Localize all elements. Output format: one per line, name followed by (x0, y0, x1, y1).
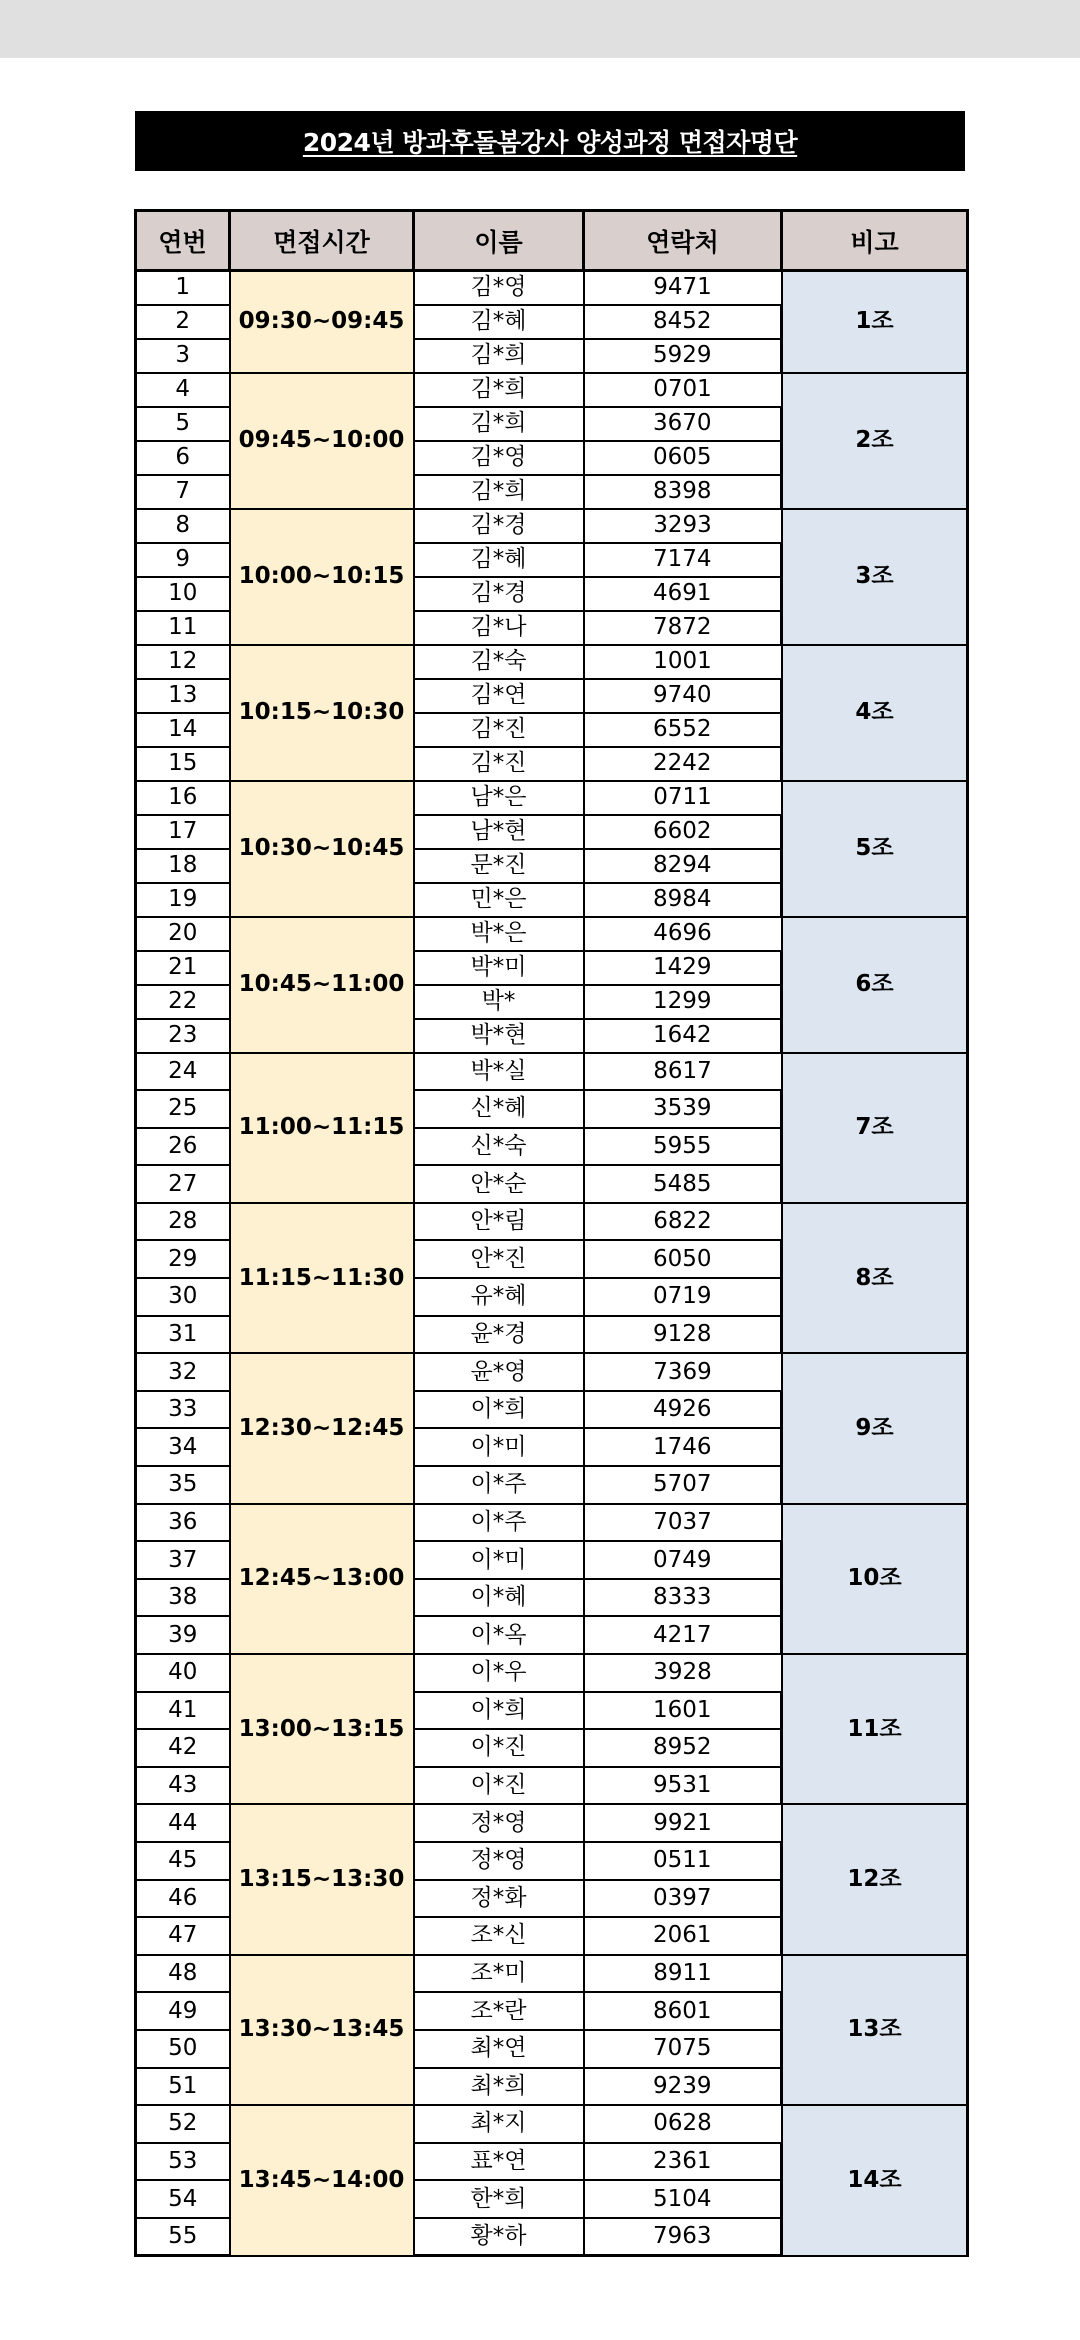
contact-cell: 6822 (584, 1203, 782, 1241)
contact-cell: 0701 (584, 373, 782, 407)
contact-cell: 7963 (584, 2218, 782, 2256)
name-cell: 이*우 (414, 1654, 584, 1692)
interview-time-cell: 10:00~10:15 (230, 509, 414, 645)
name-cell: 이*옥 (414, 1616, 584, 1654)
serial-number-cell: 14 (136, 713, 230, 747)
serial-number-cell: 17 (136, 815, 230, 849)
serial-number-cell: 11 (136, 611, 230, 645)
name-cell: 김*혜 (414, 543, 584, 577)
viewer-top-bar (0, 0, 1080, 58)
table-row (136, 1654, 968, 1692)
interview-time-cell: 10:15~10:30 (230, 645, 414, 781)
serial-number-cell: 42 (136, 1729, 230, 1767)
name-cell: 김*숙 (414, 645, 584, 679)
interview-time-cell: 12:30~12:45 (230, 1353, 414, 1503)
interview-time-cell: 13:15~13:30 (230, 1804, 414, 1954)
group-remark-cell: 13조 (782, 1955, 968, 2105)
interview-time-cell: 09:45~10:00 (230, 373, 414, 509)
serial-number-cell: 53 (136, 2143, 230, 2181)
header-remarks: 비고 (782, 211, 968, 271)
contact-cell: 9239 (584, 2068, 782, 2106)
name-cell: 윤*경 (414, 1316, 584, 1354)
name-cell: 조*란 (414, 1992, 584, 2030)
name-cell: 최*지 (414, 2105, 584, 2143)
serial-number-cell: 44 (136, 1804, 230, 1842)
name-cell: 이*혜 (414, 1579, 584, 1617)
name-cell: 한*희 (414, 2180, 584, 2218)
name-cell: 최*희 (414, 2068, 584, 2106)
name-cell: 이*진 (414, 1767, 584, 1805)
serial-number-cell: 31 (136, 1316, 230, 1354)
serial-number-cell: 54 (136, 2180, 230, 2218)
contact-cell: 2061 (584, 1917, 782, 1955)
name-cell: 박*현 (414, 1019, 584, 1053)
contact-cell: 2242 (584, 747, 782, 781)
serial-number-cell: 55 (136, 2218, 230, 2256)
name-cell: 유*혜 (414, 1278, 584, 1316)
serial-number-cell: 28 (136, 1203, 230, 1241)
serial-number-cell: 8 (136, 509, 230, 543)
name-cell: 조*신 (414, 1917, 584, 1955)
serial-number-cell: 20 (136, 917, 230, 951)
group-remark-cell: 10조 (782, 1504, 968, 1654)
serial-number-cell: 13 (136, 679, 230, 713)
table-row (136, 645, 968, 679)
contact-cell: 5955 (584, 1128, 782, 1166)
serial-number-cell: 32 (136, 1353, 230, 1391)
name-cell: 표*연 (414, 2143, 584, 2181)
serial-number-cell: 43 (136, 1767, 230, 1805)
name-cell: 박*은 (414, 917, 584, 951)
table-header-row (136, 211, 968, 271)
interview-time-cell: 10:30~10:45 (230, 781, 414, 917)
group-remark-cell: 11조 (782, 1654, 968, 1804)
group-remark-cell: 12조 (782, 1804, 968, 1954)
group-remark-cell: 5조 (782, 781, 968, 917)
name-cell: 박* (414, 985, 584, 1019)
serial-number-cell: 7 (136, 475, 230, 509)
header-interview-time: 면접시간 (230, 211, 414, 271)
contact-cell: 0397 (584, 1880, 782, 1918)
contact-cell: 0719 (584, 1278, 782, 1316)
group-remark-cell: 9조 (782, 1353, 968, 1503)
name-cell: 윤*영 (414, 1353, 584, 1391)
serial-number-cell: 48 (136, 1955, 230, 1993)
contact-cell: 7075 (584, 2030, 782, 2068)
serial-number-cell: 22 (136, 985, 230, 1019)
contact-cell: 9531 (584, 1767, 782, 1805)
contact-cell: 4217 (584, 1616, 782, 1654)
contact-cell: 7037 (584, 1504, 782, 1542)
name-cell: 김*희 (414, 339, 584, 373)
contact-cell: 1001 (584, 645, 782, 679)
name-cell: 정*화 (414, 1880, 584, 1918)
table-row (136, 1203, 968, 1241)
contact-cell: 8452 (584, 305, 782, 339)
header-contact: 연락처 (584, 211, 782, 271)
serial-number-cell: 39 (136, 1616, 230, 1654)
serial-number-cell: 37 (136, 1541, 230, 1579)
table-row (136, 1955, 968, 1993)
name-cell: 김*나 (414, 611, 584, 645)
table-row (136, 917, 968, 951)
contact-cell: 3670 (584, 407, 782, 441)
name-cell: 김*희 (414, 373, 584, 407)
name-cell: 김*경 (414, 509, 584, 543)
document-title: 2024년 방과후돌봄강사 양성과정 면접자명단 (302, 128, 798, 157)
interview-time-cell: 11:00~11:15 (230, 1053, 414, 1203)
contact-cell: 3928 (584, 1654, 782, 1692)
name-cell: 김*진 (414, 747, 584, 781)
serial-number-cell: 51 (136, 2068, 230, 2106)
document-title-bar (135, 111, 965, 171)
table-row (136, 1804, 968, 1842)
table-row (136, 2105, 968, 2143)
name-cell: 김*진 (414, 713, 584, 747)
contact-cell: 9128 (584, 1316, 782, 1354)
interview-time-cell: 09:30~09:45 (230, 271, 414, 373)
contact-cell: 5929 (584, 339, 782, 373)
name-cell: 이*미 (414, 1428, 584, 1466)
serial-number-cell: 49 (136, 1992, 230, 2030)
serial-number-cell: 23 (136, 1019, 230, 1053)
serial-number-cell: 18 (136, 849, 230, 883)
serial-number-cell: 52 (136, 2105, 230, 2143)
serial-number-cell: 26 (136, 1128, 230, 1166)
serial-number-cell: 41 (136, 1692, 230, 1730)
name-cell: 이*미 (414, 1541, 584, 1579)
contact-cell: 1429 (584, 951, 782, 985)
table-row (136, 271, 968, 305)
serial-number-cell: 9 (136, 543, 230, 577)
serial-number-cell: 38 (136, 1579, 230, 1617)
group-remark-cell: 6조 (782, 917, 968, 1053)
serial-number-cell: 16 (136, 781, 230, 815)
table-row (136, 373, 968, 407)
serial-number-cell: 46 (136, 1880, 230, 1918)
table-row (136, 1053, 968, 1091)
interview-time-cell: 12:45~13:00 (230, 1504, 414, 1654)
serial-number-cell: 24 (136, 1053, 230, 1091)
serial-number-cell: 1 (136, 271, 230, 305)
contact-cell: 7369 (584, 1353, 782, 1391)
serial-number-cell: 50 (136, 2030, 230, 2068)
serial-number-cell: 47 (136, 1917, 230, 1955)
serial-number-cell: 10 (136, 577, 230, 611)
contact-cell: 8333 (584, 1579, 782, 1617)
contact-cell: 9471 (584, 271, 782, 305)
serial-number-cell: 45 (136, 1842, 230, 1880)
contact-cell: 1601 (584, 1692, 782, 1730)
contact-cell: 0749 (584, 1541, 782, 1579)
name-cell: 안*순 (414, 1165, 584, 1203)
serial-number-cell: 19 (136, 883, 230, 917)
contact-cell: 7174 (584, 543, 782, 577)
serial-number-cell: 21 (136, 951, 230, 985)
contact-cell: 8294 (584, 849, 782, 883)
table-row (136, 509, 968, 543)
serial-number-cell: 34 (136, 1428, 230, 1466)
name-cell: 조*미 (414, 1955, 584, 1993)
contact-cell: 0628 (584, 2105, 782, 2143)
contact-cell: 3293 (584, 509, 782, 543)
group-remark-cell: 2조 (782, 373, 968, 509)
interviewee-table (134, 209, 969, 2257)
name-cell: 김*영 (414, 441, 584, 475)
name-cell: 이*희 (414, 1692, 584, 1730)
contact-cell: 8617 (584, 1053, 782, 1091)
table-row (136, 1504, 968, 1542)
name-cell: 정*영 (414, 1842, 584, 1880)
contact-cell: 6050 (584, 1240, 782, 1278)
table-row (136, 781, 968, 815)
name-cell: 남*현 (414, 815, 584, 849)
contact-cell: 4696 (584, 917, 782, 951)
contact-cell: 6602 (584, 815, 782, 849)
serial-number-cell: 15 (136, 747, 230, 781)
name-cell: 신*숙 (414, 1128, 584, 1166)
name-cell: 김*경 (414, 577, 584, 611)
contact-cell: 8911 (584, 1955, 782, 1993)
name-cell: 박*실 (414, 1053, 584, 1091)
contact-cell: 2361 (584, 2143, 782, 2181)
name-cell: 신*혜 (414, 1090, 584, 1128)
group-remark-cell: 4조 (782, 645, 968, 781)
header-name: 이름 (414, 211, 584, 271)
name-cell: 정*영 (414, 1804, 584, 1842)
name-cell: 황*하 (414, 2218, 584, 2256)
contact-cell: 0511 (584, 1842, 782, 1880)
contact-cell: 8398 (584, 475, 782, 509)
serial-number-cell: 6 (136, 441, 230, 475)
contact-cell: 4691 (584, 577, 782, 611)
contact-cell: 0711 (584, 781, 782, 815)
contact-cell: 5485 (584, 1165, 782, 1203)
header-serial-number: 연번 (136, 211, 230, 271)
serial-number-cell: 25 (136, 1090, 230, 1128)
contact-cell: 6552 (584, 713, 782, 747)
name-cell: 최*연 (414, 2030, 584, 2068)
serial-number-cell: 35 (136, 1466, 230, 1504)
name-cell: 김*혜 (414, 305, 584, 339)
interview-time-cell: 11:15~11:30 (230, 1203, 414, 1353)
contact-cell: 4926 (584, 1391, 782, 1429)
serial-number-cell: 29 (136, 1240, 230, 1278)
interview-time-cell: 13:45~14:00 (230, 2105, 414, 2255)
name-cell: 이*희 (414, 1391, 584, 1429)
contact-cell: 1746 (584, 1428, 782, 1466)
group-remark-cell: 8조 (782, 1203, 968, 1353)
name-cell: 이*진 (414, 1729, 584, 1767)
name-cell: 민*은 (414, 883, 584, 917)
serial-number-cell: 40 (136, 1654, 230, 1692)
contact-cell: 9921 (584, 1804, 782, 1842)
name-cell: 안*진 (414, 1240, 584, 1278)
serial-number-cell: 2 (136, 305, 230, 339)
name-cell: 문*진 (414, 849, 584, 883)
name-cell: 김*희 (414, 407, 584, 441)
contact-cell: 1642 (584, 1019, 782, 1053)
contact-cell: 0605 (584, 441, 782, 475)
contact-cell: 8952 (584, 1729, 782, 1767)
name-cell: 남*은 (414, 781, 584, 815)
group-remark-cell: 14조 (782, 2105, 968, 2255)
name-cell: 이*주 (414, 1466, 584, 1504)
contact-cell: 5707 (584, 1466, 782, 1504)
contact-cell: 9740 (584, 679, 782, 713)
contact-cell: 3539 (584, 1090, 782, 1128)
serial-number-cell: 30 (136, 1278, 230, 1316)
interview-time-cell: 13:00~13:15 (230, 1654, 414, 1804)
serial-number-cell: 4 (136, 373, 230, 407)
group-remark-cell: 1조 (782, 271, 968, 373)
name-cell: 김*희 (414, 475, 584, 509)
name-cell: 이*주 (414, 1504, 584, 1542)
name-cell: 박*미 (414, 951, 584, 985)
group-remark-cell: 3조 (782, 509, 968, 645)
contact-cell: 1299 (584, 985, 782, 1019)
interview-time-cell: 13:30~13:45 (230, 1955, 414, 2105)
name-cell: 안*림 (414, 1203, 584, 1241)
contact-cell: 8984 (584, 883, 782, 917)
name-cell: 김*연 (414, 679, 584, 713)
contact-cell: 8601 (584, 1992, 782, 2030)
contact-cell: 5104 (584, 2180, 782, 2218)
serial-number-cell: 36 (136, 1504, 230, 1542)
name-cell: 김*영 (414, 271, 584, 305)
serial-number-cell: 12 (136, 645, 230, 679)
serial-number-cell: 5 (136, 407, 230, 441)
group-remark-cell: 7조 (782, 1053, 968, 1203)
serial-number-cell: 3 (136, 339, 230, 373)
interview-time-cell: 10:45~11:00 (230, 917, 414, 1053)
serial-number-cell: 27 (136, 1165, 230, 1203)
serial-number-cell: 33 (136, 1391, 230, 1429)
table-row (136, 1353, 968, 1391)
contact-cell: 7872 (584, 611, 782, 645)
